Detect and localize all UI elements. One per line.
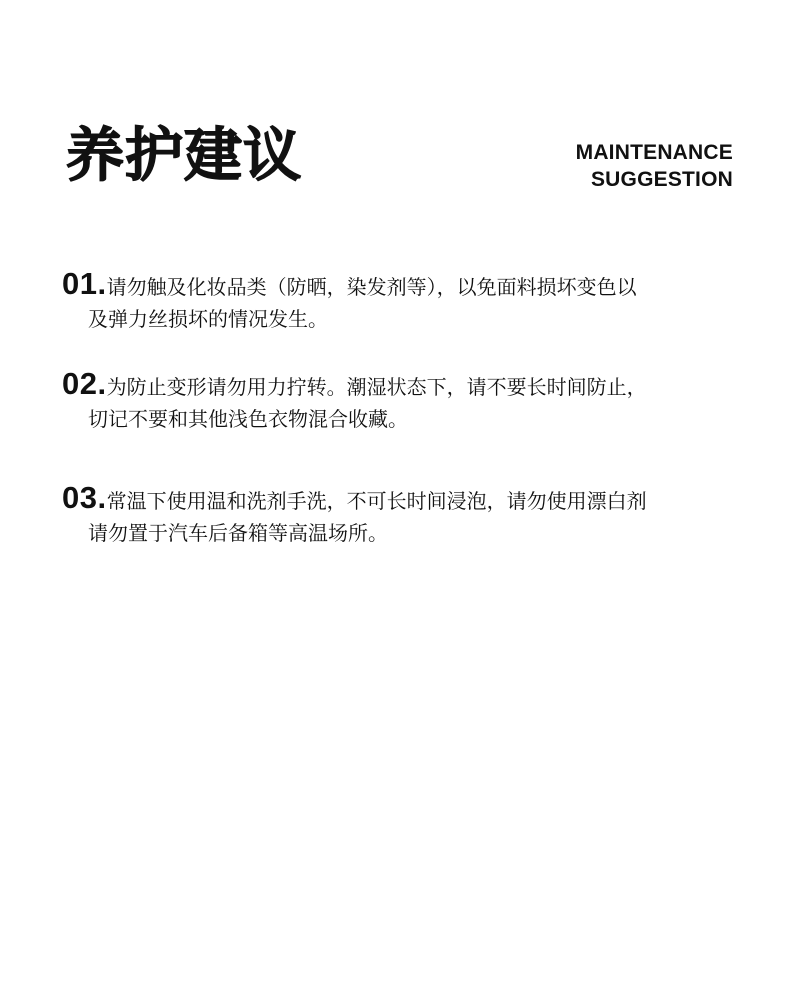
suggestion-item-3 — [62, 482, 742, 549]
suggestion-item-2 — [62, 368, 742, 435]
suggestion-item-2-line-1 — [62, 368, 742, 403]
suggestion-item-3-text-2: 请勿置于汽车后备箱等高温场所。 — [88, 521, 388, 545]
suggestion-item-2-text-1: 为防止变形请勿用力拧转。潮湿状态下，请不要长时间防止， — [106, 375, 647, 399]
suggestion-item-1-text-2: 及弹力丝损坏的情况发生。 — [88, 307, 328, 331]
suggestion-item-1-line-1 — [62, 268, 742, 303]
page-title: 养护建议 — [66, 121, 303, 189]
suggestion-item-2-text-2: 切记不要和其他浅色衣物混合收藏。 — [88, 407, 408, 431]
suggestion-item-1-text-1: 请勿触及化妆品类（防晒，染发剂等），以免面料损坏变色以 — [106, 275, 637, 299]
page-subtitle — [576, 139, 733, 193]
suggestion-item-3-text-1: 常温下使用温和洗剂手洗，不可长时间浸泡，请勿使用漂白剂 — [106, 489, 647, 513]
suggestion-item-1-number: 01. — [62, 266, 107, 301]
subtitle-line-2: SUGGESTION — [590, 168, 733, 191]
suggestion-item-3-number: 03. — [62, 480, 107, 515]
subtitle-line-1: MAINTENANCE — [575, 141, 733, 164]
suggestion-item-1 — [62, 268, 742, 335]
suggestion-item-2-number: 02. — [62, 366, 107, 401]
suggestion-item-3-line-1 — [62, 482, 742, 517]
